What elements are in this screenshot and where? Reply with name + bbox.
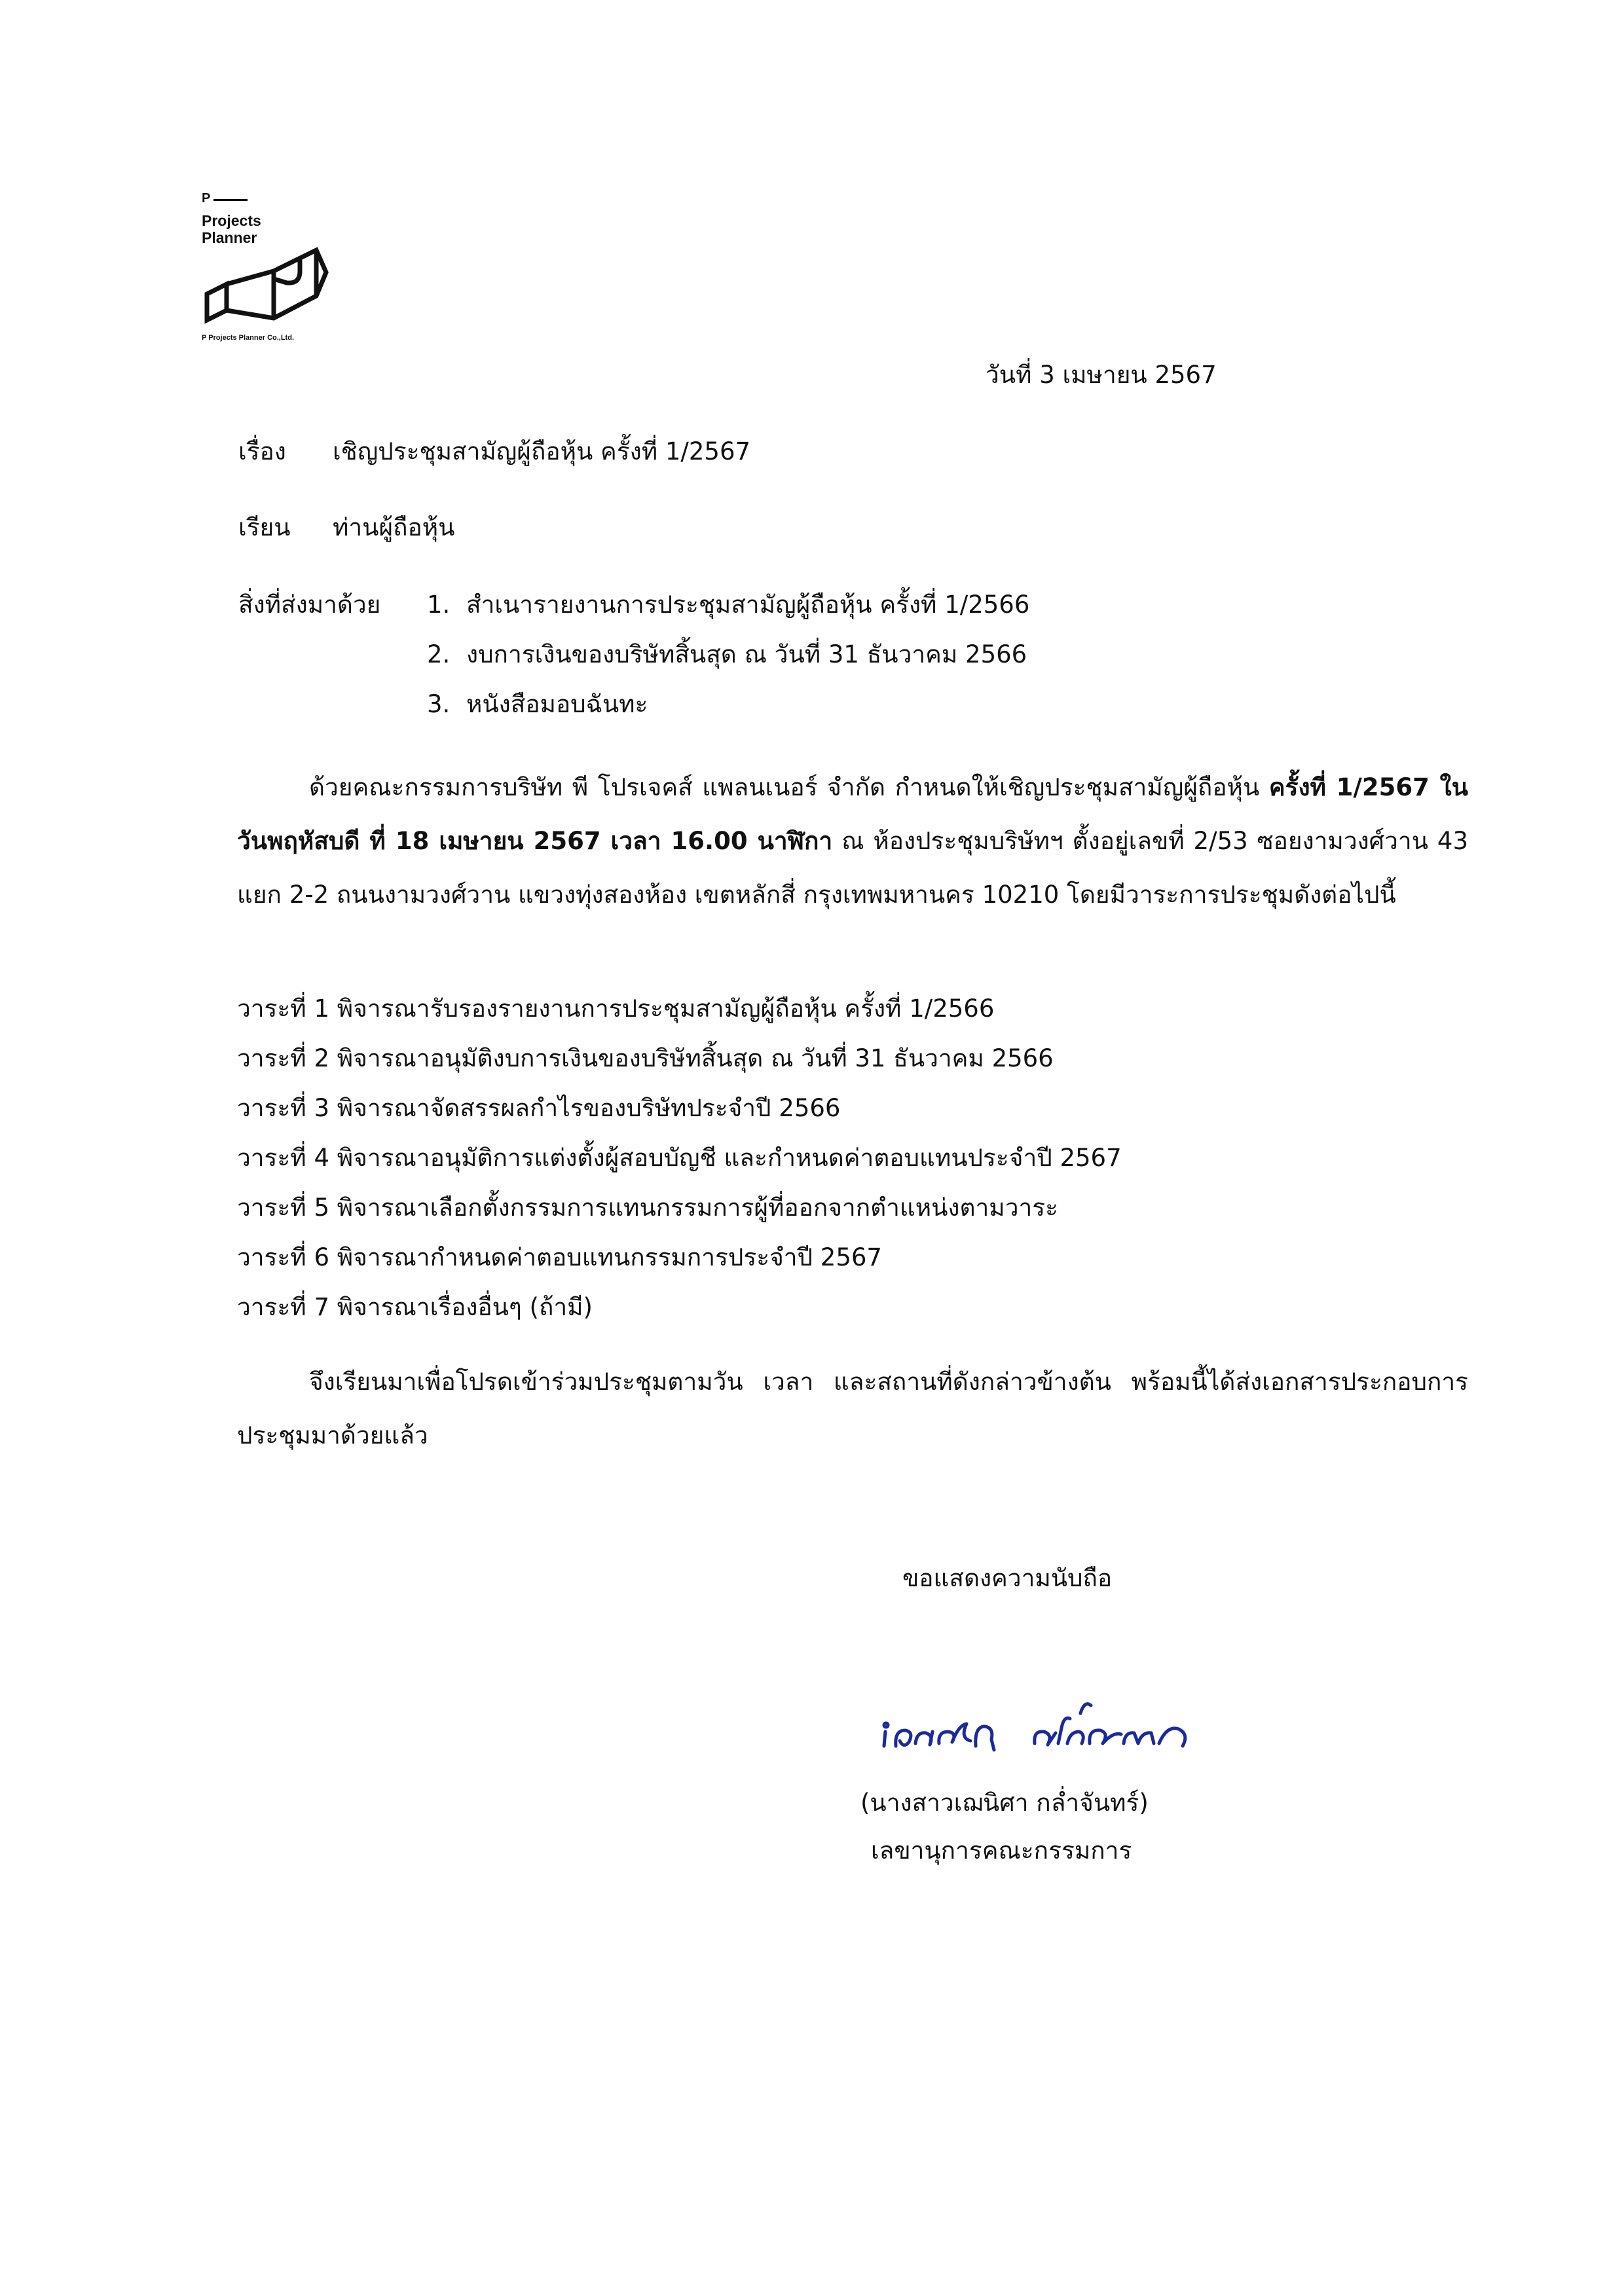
agenda-item: วาระที่ 3 พิจารณาจัดสรรผลกำไรของบริษัทประจำปี 2566 xyxy=(237,1094,841,1122)
attachment-num: 3. xyxy=(427,690,451,718)
subject-value: เชิญประชุมสามัญผู้ถือหุ้น ครั้งที่ 1/2567 xyxy=(333,437,751,465)
agenda-item: วาระที่ 2 พิจารณาอนุมัติงบการเงินของบริษัทสิ้นสุด ณ วันที่ 31 ธันวาคม 2566 xyxy=(237,1044,1054,1072)
subject-label: เรื่อง xyxy=(238,437,286,465)
agenda-item: วาระที่ 6 พิจารณากำหนดค่าตอบแทนกรรมการประจำปี 2567 xyxy=(237,1243,882,1271)
handwritten-signature xyxy=(871,1686,1225,1771)
attachment-num: 1. xyxy=(427,591,451,619)
logo-mark-line xyxy=(213,199,248,201)
attachment-item: งบการเงินของบริษัทสิ้นสุด ณ วันที่ 31 ธันวาคม 2566 xyxy=(466,640,1027,668)
logo-mark: P xyxy=(202,191,211,206)
body-paragraph xyxy=(237,761,1468,922)
body-meeting-datetime: ครั้งที่ 1/2567 ในวันพฤหัสบดี ที่ 18 เมษายน 2567 เวลา 16.00 นาฬิกา xyxy=(237,773,1468,855)
logo-company-name: P Projects Planner Co.,Ltd. xyxy=(202,334,294,342)
body-intro: ด้วยคณะกรรมการบริษัท พี โปรเจคส์ แพลนเนอร์ จำกัด กำหนดให้เชิญประชุมสามัญผู้ถือหุ้น xyxy=(309,773,1269,801)
attachment-item: หนังสือมอบฉันทะ xyxy=(466,690,648,718)
logo-ribbon-icon xyxy=(202,232,333,330)
agenda-item: วาระที่ 7 พิจารณาเรื่องอื่นๆ (ถ้ามี) xyxy=(237,1293,593,1321)
logo-line-2: Planner xyxy=(202,229,257,246)
attachment-num: 2. xyxy=(427,640,451,668)
agenda-item: วาระที่ 4 พิจารณาอนุมัติการแต่งตั้งผู้สอบบัญชี และกำหนดค่าตอบแทนประจำปี 2567 xyxy=(237,1144,1122,1172)
agenda-item: วาระที่ 1 พิจารณารับรองรายงานการประชุมสามัญผู้ถือหุ้น ครั้งที่ 1/2566 xyxy=(237,994,995,1023)
addressee-label: เรียน xyxy=(238,513,291,541)
body-location: ณ ห้องประชุมบริษัทฯ ตั้งอยู่เลขที่ 2/53 ซอยงามวงศ์วาน 43 แยก 2-2 ถนนงามวงศ์วาน แขวงทุ่งสองห้อง เขตหลักสี่ กรุงเทพมหานคร 10210 โดยมีวาระการประชุมดังต่อไปนี้ xyxy=(237,827,1469,909)
closing-text: จึงเรียนมาเพื่อโปรดเข้าร่วมประชุมตามวัน เวลา และสถานที่ดังกล่าวข้างต้น พร้อมนี้ได้ส่งเอกสารประกอบการประชุมมาด้วยแล้ว xyxy=(237,1368,1468,1449)
attachments-label: สิ่งที่ส่งมาด้วย xyxy=(238,591,381,619)
company-logo xyxy=(202,191,346,348)
logo-line-1: Projects xyxy=(202,212,261,229)
addressee-value: ท่านผู้ถือหุ้น xyxy=(333,513,455,541)
signer-title: เลขานุการคณะกรรมการ xyxy=(871,1836,1132,1865)
agenda-item: วาระที่ 5 พิจารณาเลือกตั้งกรรมการแทนกรรมการผู้ที่ออกจากตำแหน่งตามวาระ xyxy=(237,1194,1058,1222)
sign-off: ขอแสดงความนับถือ xyxy=(902,1564,1113,1592)
letter-date: วันที่ 3 เมษายน 2567 xyxy=(986,361,1217,389)
closing-paragraph xyxy=(237,1355,1468,1463)
attachment-item: สำเนารายงานการประชุมสามัญผู้ถือหุ้น ครั้งที่ 1/2566 xyxy=(466,591,1030,619)
signer-name: (นางสาวเฌนิศา กล่ำจันทร์) xyxy=(860,1789,1149,1817)
